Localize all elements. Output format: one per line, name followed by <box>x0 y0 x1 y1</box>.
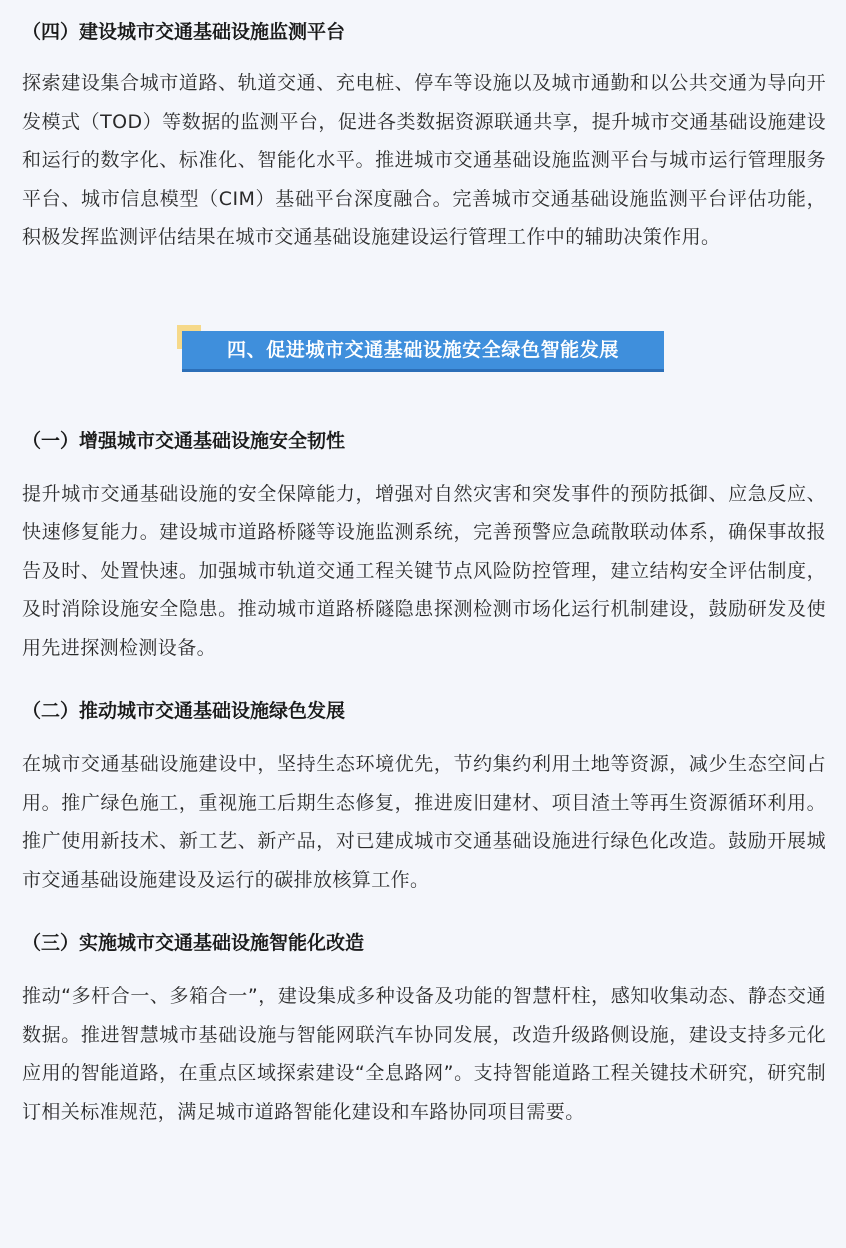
heading-smart-upgrade: （三）实施城市交通基础设施智能化改造 <box>22 932 365 954</box>
paragraph-safety-resilience: 提升城市交通基础设施的安全保障能力，增强对自然灾害和突发事件的预防抵御、应急反应、快速修复能力。建设城市道路桥隧等设施监测系统，完善预警应急疏散联动体系，确保事故报告及时、处置快速。加强城市轨道交通工程关键节点风险防控管理，建立结构安全评估制度，及时消除设施安全隐患。推动城市道路桥隧隐患探测检测市场化运行机制建设，鼓励研发及使用先进探测检测设备。 <box>22 482 826 659</box>
heading-safety-resilience: （一）增强城市交通基础设施安全韧性 <box>22 429 346 452</box>
paragraph-smart-upgrade: 推动“多杆合一、多箱合一”，建设集成多种设备及功能的智慧杆柱，感知收集动态、静态交通数据。推进智慧城市基础设施与智能网联汽车协同发展，改造升级路侧设施，建设支持多元化应用的智能道路，在重点区域探索建设“全息路网”。支持智能道路工程关键技术研究，研究制订相关标准规范，满足城市道路智能化建设和车路协同项目需要。 <box>22 985 826 1123</box>
paragraph-monitoring-platform: 探索建设集合城市道路、轨道交通、充电桩、停车等设施以及城市通勤和以公共交通为导向开发模式（TOD）等数据的监测平台，促进各类数据资源联通共享，提升城市交通基础设施建设和运行的数字化、标准化、智能化水平。推进城市交通基础设施监测平台与城市运行管理服务平台、城市信息模型（CIM）基础平台深度融合。完善城市交通基础设施监测平台评估功能，积极发挥监测评估结果在城市交通基础设施建设运行管理工作中的辅助决策作用。 <box>22 72 826 248</box>
section-title-banner: 四、促进城市交通基础设施安全绿色智能发展 <box>182 331 664 369</box>
heading-monitoring-platform: （四）建设城市交通基础设施监测平台 <box>22 21 346 43</box>
heading-green-development: （二）推动城市交通基础设施绿色发展 <box>22 700 346 722</box>
section-header <box>22 325 826 381</box>
paragraph-green-development: 在城市交通基础设施建设中，坚持生态环境优先，节约集约利用土地等资源，减少生态空间占用。推广绿色施工，重视施工后期生态修复，推进废旧建材、项目渣土等再生资源循环利用。推广使用新技术、新工艺、新产品，对已建成城市交通基础设施进行绿色化改造。鼓励开展城市交通基础设施建设及运行的碳排放核算工作。 <box>22 753 826 891</box>
